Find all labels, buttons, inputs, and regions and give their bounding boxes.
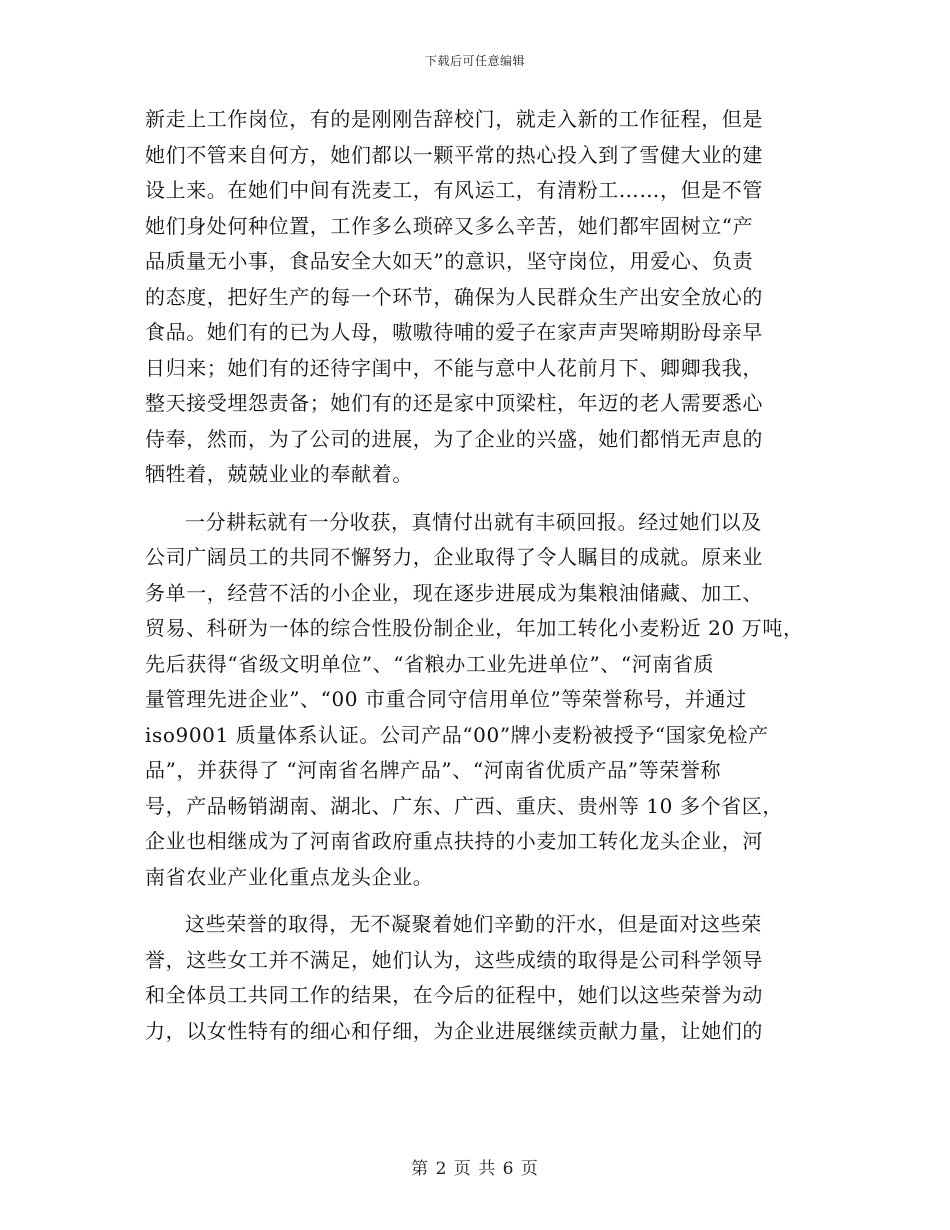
text-line: 侍奉，然而，为了公司的进展，为了企业的兴盛，她们都悄无声息的 (145, 426, 763, 451)
text-line: 先后获得“省级文明单位”、“省粮办工业先进单位”、“河南省质 (145, 651, 715, 676)
text-line: 食品。她们有的已为人母，嗷嗷待哺的爱子在家声声哭啼期盼母亲早 (145, 320, 763, 344)
page-number: 第 2 页 共 6 页 (411, 1159, 539, 1179)
text-line: 新走上工作岗位，有的是刚刚告辞校门，就走入新的工作征程，但是 (145, 107, 763, 131)
text-line: 这些荣誉的取得，无不凝聚着她们辛勤的汗水，但是面对这些荣 (185, 912, 762, 936)
text-line: 和全体员工共同工作的结果，在今后的征程中，她们以这些荣誉为动 (145, 983, 763, 1007)
text-line: 她们身处何种位置，工作多么琐碎又多么辛苦，她们都牢固树立“产 (145, 213, 754, 238)
paragraph (145, 102, 810, 493)
text-line: 企业也相继成为了河南省政府重点扶持的小麦加工转化龙头企业，河 (145, 829, 763, 853)
text-line: 务单一，经营不活的小企业，现在逐步进展成为集粮油储藏、加工、 (145, 580, 763, 605)
text-line: 公司广阔员工的共同不懈努力，企业取得了令人瞩目的成就。原来业 (145, 545, 763, 569)
text-line: 日归来；她们有的还待字闺中，不能与意中人花前月下、卿卿我我， (145, 355, 763, 380)
text-line: 整天接受埋怨责备；她们有的还是家中顶梁柱，年迈的老人需要悉心 (145, 391, 763, 415)
text-line: 量管理先进企业”、“00 市重合同守信用单位”等荣誉称号，并通过 (145, 687, 747, 711)
text-line: 誉，这些女工并不满足，她们认为，这些成绩的取得是公司科学领导 (145, 947, 763, 972)
text-line: 品质量无小事，食品安全大如天”的意识，坚守岗位，用爱心、负责 (145, 249, 754, 273)
text-line: 号，产品畅销湖南、湖北、广东、广西、重庆、贵州等 10 多个省区， (145, 793, 783, 818)
paragraph (145, 907, 810, 1049)
text-line: 贸易、科研为一体的综合性股份制企业，年加工转化小麦粉近 20 万吨， (145, 616, 804, 640)
paragraph (145, 505, 810, 896)
page-header: 下载后可任意编辑 (424, 54, 525, 68)
document-body (145, 102, 810, 1049)
text-line: 的态度，把好生产的每一个环节，确保为人民群众生产出安全放心的 (145, 284, 763, 309)
text-line: iso9001 质量体系认证。公司产品“00”牌小麦粉被授予“国家免检产 (145, 722, 769, 747)
text-line: 力，以女性特有的细心和仔细，为企业进展继续贡献力量，让她们的 (145, 1018, 763, 1043)
text-line: 品”，并获得了 “河南省名牌产品”、“河南省优质产品”等荣誉称 (145, 758, 722, 782)
text-line: 一分耕耘就有一分收获，真情付出就有丰硕回报。经过她们以及 (185, 509, 762, 534)
text-line: 她们不管来自何方，她们都以一颗平常的热心投入到了雪健大业的建 (145, 142, 763, 167)
text-line: 设上来。在她们中间有洗麦工，有风运工，有清粉工……，但是不管 (145, 178, 763, 202)
text-line: 南省农业产业化重点龙头企业。 (145, 864, 434, 889)
text-line: 牺牲着，兢兢业业的奉献着。 (145, 462, 413, 486)
